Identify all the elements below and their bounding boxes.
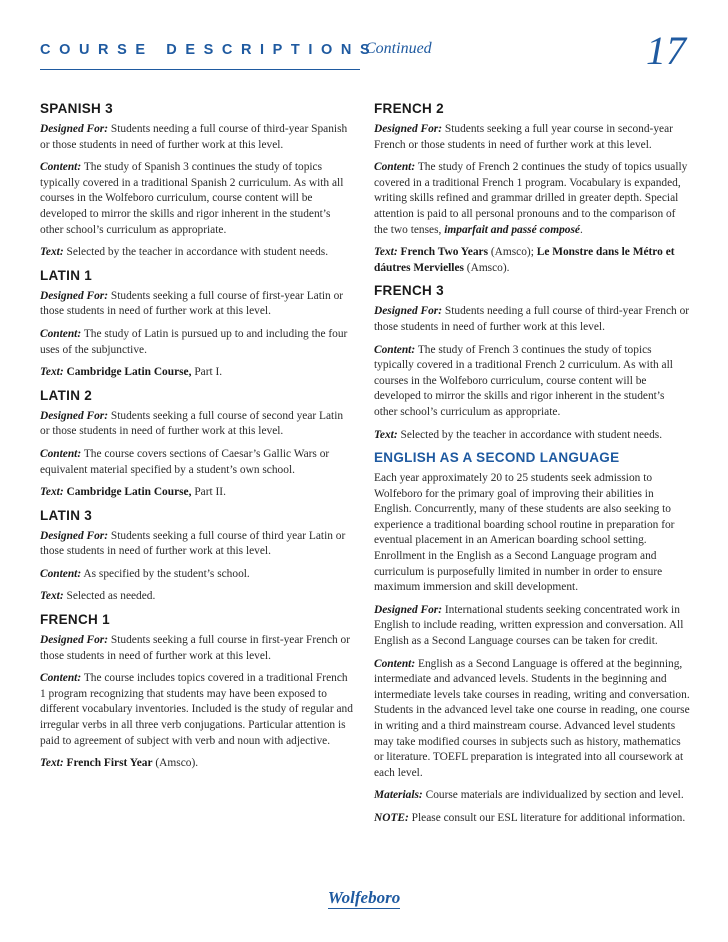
spanish3-text-value: Selected by the teacher in accordance with student needs. xyxy=(66,246,329,259)
esl-note-text: Please consult our ESL literature for additional information. xyxy=(411,811,686,824)
french3-text-value: Selected by the teacher in accordance with student needs. xyxy=(400,428,663,441)
esl-content-text: English as a Second Language is offered at the beginning, intermediate and advanced levels. Students in the beginning and intermediate levels take courses in reading, writing and conversation. Students in the advanced level take one course in reading, one course in writing and a third mainstream course. Advanced level students may take modified courses in subjects such as history, mathematics or literature. TOEFL preparation is integrated into all coursework at each level. xyxy=(374,657,690,779)
french2-content-end: . xyxy=(579,223,583,236)
esl-designed-for xyxy=(374,603,690,650)
french3-text xyxy=(374,428,690,444)
latin1-text xyxy=(40,365,354,381)
latin2-text xyxy=(40,485,354,501)
spanish3-text xyxy=(40,245,354,261)
esl-content xyxy=(374,657,690,782)
latin2-content xyxy=(40,447,354,478)
latin3-content-text: As specified by the student’s school. xyxy=(83,567,250,580)
text-label: Text: xyxy=(374,246,398,259)
french2-heading: FRENCH 2 xyxy=(374,101,444,116)
right-column xyxy=(374,101,690,834)
latin1-designed-for xyxy=(40,289,354,320)
latin1-textbook: Cambridge Latin Course, xyxy=(66,366,192,379)
content-label: Content: xyxy=(40,161,82,174)
designed-for-label: Designed For: xyxy=(40,123,109,135)
french1-content-text: The course includes topics covered in a traditional French 1 program recognizing that students may have been exposed to different vocabulary inventories. Included is the study of regular and irregular verbs in all three verb conjugations. Particular attention is paid to agreement of subject with verb and noun with adjective. xyxy=(40,672,353,747)
continued-label: Continued xyxy=(365,40,432,57)
content-label: Content: xyxy=(40,567,82,580)
header-rule xyxy=(40,69,360,70)
text-label: Text: xyxy=(40,757,64,770)
spanish3-content xyxy=(40,160,354,238)
french2-text xyxy=(374,245,690,276)
latin3-text xyxy=(40,589,354,605)
french3-content xyxy=(374,343,690,421)
french3-designed-for xyxy=(374,304,690,335)
french2-text-mid: (Amsco); xyxy=(488,246,537,259)
latin1-heading: LATIN 1 xyxy=(40,267,93,283)
latin2-text-rest: Part II. xyxy=(191,486,226,499)
esl-materials xyxy=(374,788,690,804)
note-label: NOTE: xyxy=(374,811,409,824)
content-label: Content: xyxy=(40,327,82,340)
latin1-content-text: The study of Latin is pursued up to and including the four uses of the subjunctive. xyxy=(40,327,348,356)
left-column xyxy=(40,101,354,779)
content-label: Content: xyxy=(374,343,416,356)
esl-materials-text: Course materials are individualized by section and level. xyxy=(425,789,684,802)
text-label: Text: xyxy=(40,590,64,603)
french1-textbook: French First Year xyxy=(66,757,153,770)
designed-for-label: Designed For: xyxy=(40,409,109,422)
latin1-content xyxy=(40,327,354,358)
materials-label: Materials: xyxy=(374,789,423,802)
content-label: Content: xyxy=(40,672,82,685)
french1-text-rest: (Amsco). xyxy=(152,757,199,770)
section-title: COURSE DESCRIPTIONS xyxy=(40,42,379,58)
text-label: Text: xyxy=(374,428,398,441)
spanish3-content-text: The study of Spanish 3 continues the study of topics typically covered in a traditional Spanish 2 curriculum. As with all courses in the Wolfeboro curriculum, course content will be developed to mirror the skills and rigor inherent in the student’s other school’s curriculum as appropriate. xyxy=(40,161,344,236)
french2-content-emphasis: imparfait and passé composé xyxy=(444,223,580,236)
french2-textbook-1: French Two Years xyxy=(400,246,489,259)
french2-designed-for-text: Students seeking a full year course in second-year French or those students in need of further work at this level. xyxy=(374,123,673,151)
text-label: Text: xyxy=(40,486,64,499)
content-label: Content: xyxy=(40,447,82,460)
designed-for-label: Designed For: xyxy=(374,305,443,318)
esl-designed-for-text: International students seeking concentrated work in English to include reading, written expression and conversation. All English as a Second Language courses can be taken for credit. xyxy=(374,603,684,648)
french2-content-text: The study of French 2 continues the study of topics usually covered in a traditional French 1 program. Vocabulary is expanded, writing skills refined and grammar drilled in greater depth. Special attention is paid to all personal pronouns and to the comparison of the two tenses, xyxy=(374,161,688,236)
designed-for-label: Designed For: xyxy=(40,634,109,647)
latin2-heading: LATIN 2 xyxy=(40,387,93,403)
latin1-designed-for-text: Students seeking a full course of first-year Latin or those students in need of further work at this level. xyxy=(40,289,344,318)
latin3-text-value: Selected as needed. xyxy=(66,590,156,603)
latin2-content-text: The course covers sections of Caesar’s Gallic Wars or equivalent material specified by a student’s own school. xyxy=(40,447,330,476)
french1-heading: FRENCH 1 xyxy=(40,612,110,628)
french2-text-end: (Amsco). xyxy=(463,261,510,274)
designed-for-label: Designed For: xyxy=(374,123,443,135)
french3-heading: FRENCH 3 xyxy=(374,283,444,299)
esl-intro: Each year approximately 20 to 25 students seek admission to Wolfeboro for the primary goal of improving their abilities in English. Concurrently, many of these students are also seeking to experience a traditional boarding school routine in preparation for eventual placement in an American boarding school setting. Enrollment in the English as a Second Language program and curriculum is purposefully limited in number in order to ensure maximum immersion and skill development. xyxy=(374,472,675,594)
designed-for-label: Designed For: xyxy=(40,289,109,302)
latin3-designed-for xyxy=(40,529,354,560)
content-label: Content: xyxy=(374,657,416,670)
latin3-content xyxy=(40,567,354,583)
spanish3-designed-for xyxy=(40,122,354,153)
wolfeboro-logo xyxy=(0,888,728,909)
french1-text xyxy=(40,756,354,772)
french3-designed-for-text: Students needing a full course of third-year French or those students in need of further work at this level. xyxy=(374,305,690,333)
esl-heading: ENGLISH AS A SECOND LANGUAGE xyxy=(374,450,620,466)
latin3-designed-for-text: Students seeking a full course of third year Latin or those students in need of further work at this level. xyxy=(40,529,346,558)
french1-designed-for xyxy=(40,633,354,664)
content-label: Content: xyxy=(374,161,416,174)
french2-designed-for xyxy=(374,122,690,153)
esl-note xyxy=(374,811,690,827)
latin1-text-rest: Part I. xyxy=(191,366,223,379)
french3-content-text: The study of French 3 continues the study of topics typically covered in a traditional French 2 curriculum. As with all courses in the Wolfeboro curriculum, course content will be developed to mirror the skills and rigor inherent in the student’s other school’s curriculum as appropriate. xyxy=(374,343,673,418)
latin2-designed-for xyxy=(40,409,354,440)
spanish3-designed-for-text: Students needing a full course of third-year Spanish or those students in need of further work at this level. xyxy=(40,123,348,151)
french2-content xyxy=(374,160,690,238)
designed-for-label: Designed For: xyxy=(374,603,443,616)
latin3-heading: LATIN 3 xyxy=(40,507,93,523)
french1-designed-for-text: Students seeking a full course in first-year French or those students in need of further work at this level. xyxy=(40,634,351,662)
latin2-textbook: Cambridge Latin Course, xyxy=(66,486,192,499)
french1-content xyxy=(40,671,354,749)
designed-for-label: Designed For: xyxy=(40,529,109,542)
text-label: Text: xyxy=(40,246,64,259)
spanish3-heading: SPANISH 3 xyxy=(40,101,113,116)
latin2-designed-for-text: Students seeking a full course of second year Latin or those students in need of further work at this level. xyxy=(40,409,344,438)
text-label: Text: xyxy=(40,366,64,379)
page-header xyxy=(40,28,686,73)
page-number: 17 xyxy=(646,28,686,73)
wolfeboro-logo-text: Wolfeboro xyxy=(327,888,401,907)
french2-textbook-2: Le Monstre dans le Métro et dáutres Mervielles xyxy=(374,246,675,274)
